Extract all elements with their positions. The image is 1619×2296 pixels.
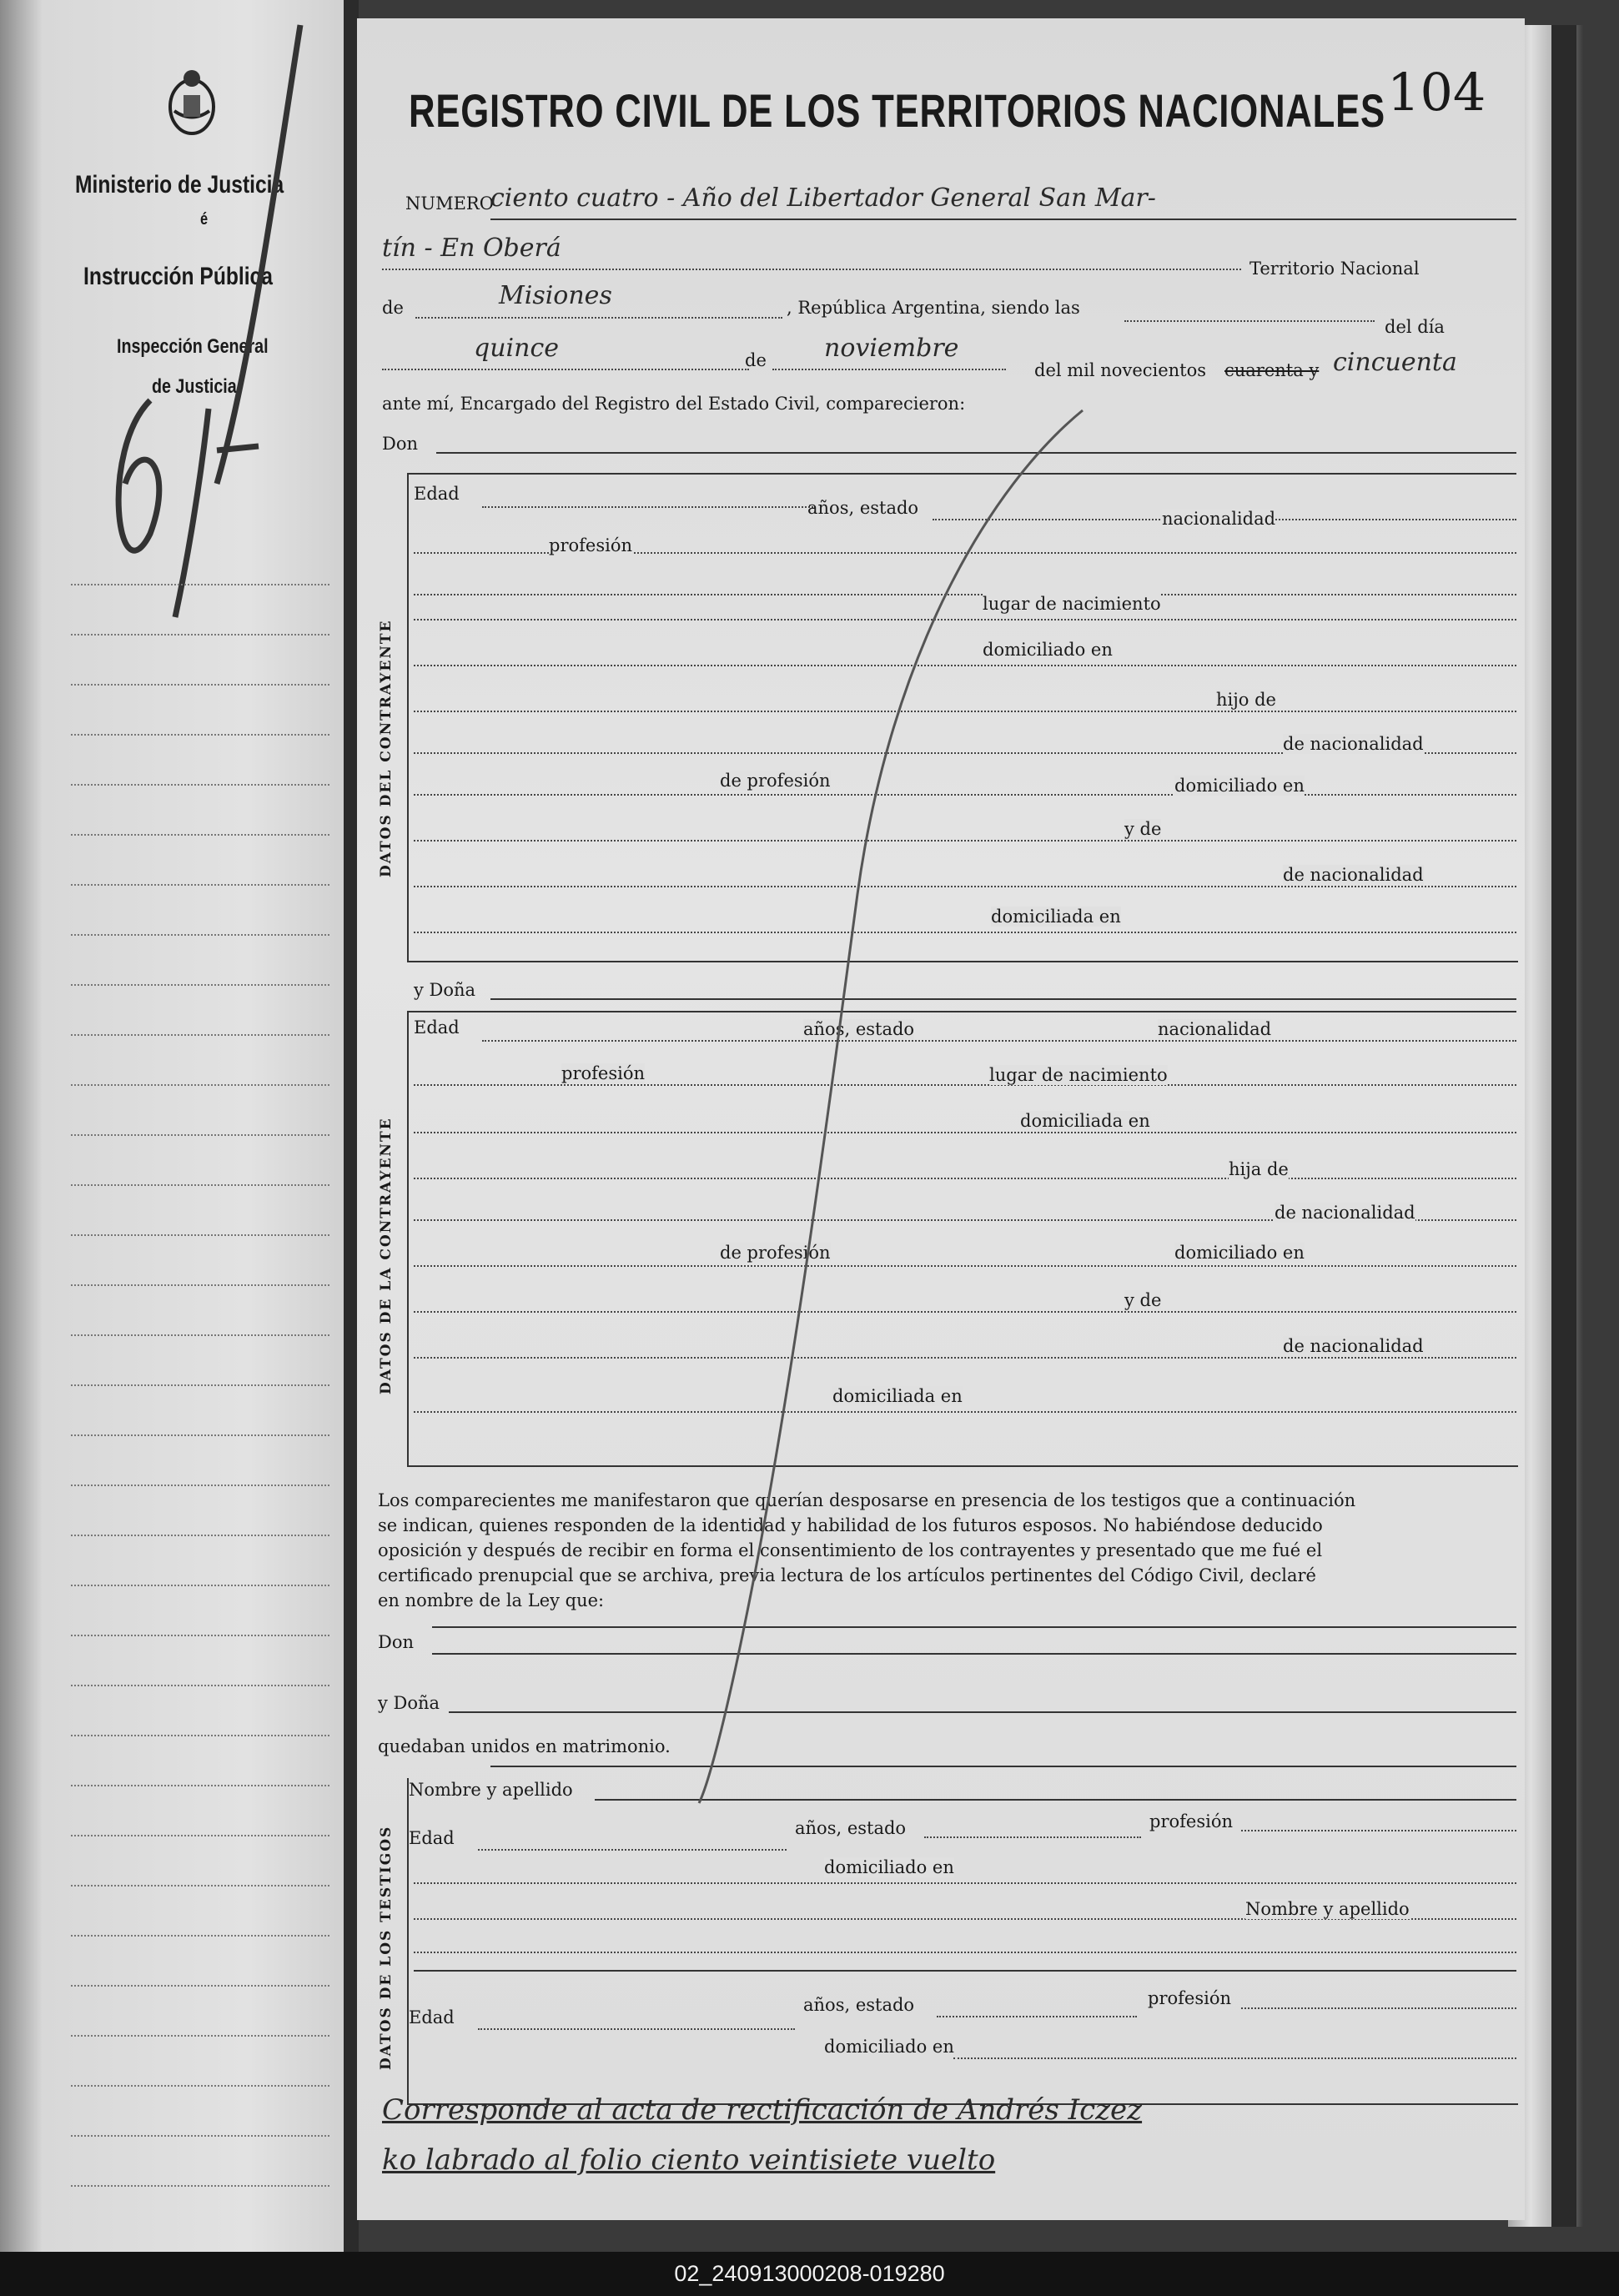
margin-rule	[71, 584, 329, 585]
margin-rule	[71, 1485, 329, 1486]
day-value: quince	[474, 334, 559, 363]
body-line2: se indican, quienes responden de la identidad y habilidad de los futuros esposos. No habiéndose deducido	[378, 1515, 1323, 1535]
form-title: REGISTRO CIVIL DE LOS TERRITORIOS NACIONALES	[409, 84, 1385, 137]
margin-rule	[71, 934, 329, 936]
ministry-line1: Ministerio de Justicia	[75, 171, 284, 198]
margin-rule	[71, 1184, 329, 1186]
del-dia-label: del día	[1385, 317, 1445, 337]
numero-label: NUMERO	[405, 193, 494, 214]
de2-label: de	[745, 350, 767, 370]
civil-registry-form	[357, 18, 1525, 2220]
bride-lugar-nacimiento: lugar de nacimiento	[989, 1065, 1168, 1085]
margin-rule	[71, 1785, 329, 1786]
bride-de-nacionalidad: de nacionalidad	[1275, 1203, 1415, 1223]
margin-rule	[71, 2035, 329, 2037]
image-id-bar	[0, 2252, 1619, 2296]
groom-side-label: DATOS DEL CONTRAYENTE	[378, 619, 395, 877]
page-number: 104	[1387, 62, 1486, 123]
year-label: del mil novecientos	[1034, 360, 1207, 380]
de-label: de	[382, 298, 404, 318]
margin-rule	[71, 1334, 329, 1336]
body-line1: Los comparecientes me manifestaron que querían desposarse en presencia de los testigos que a continuación	[378, 1490, 1356, 1510]
margin-rule	[71, 1735, 329, 1736]
witness-edad2: Edad	[409, 2007, 455, 2027]
ministry-line3: Instrucción Pública	[83, 263, 273, 290]
margin-rule	[71, 1434, 329, 1436]
margin-rule	[71, 734, 329, 736]
bride-de-profesion: de profesión	[720, 1243, 831, 1263]
margin-rule	[71, 1935, 329, 1937]
margin-rule	[71, 1034, 329, 1036]
witness-side-label: DATOS DE LOS TESTIGOS	[378, 1825, 395, 2070]
margin-rule	[71, 1985, 329, 1987]
office-line2: de Justicia	[152, 375, 237, 398]
don-label: Don	[382, 434, 419, 454]
year-value: cincuenta	[1333, 348, 1457, 377]
bride-domiciliado-en: domiciliado en	[1174, 1243, 1305, 1263]
witness-profesion2: profesión	[1148, 1988, 1231, 2008]
witness-edad: Edad	[409, 1828, 455, 1848]
witness-profesion: profesión	[1149, 1811, 1233, 1831]
bride-hija-de: hija de	[1229, 1159, 1289, 1179]
territory-value: Misiones	[499, 281, 612, 310]
body-line3: oposición y después de recibir en forma el consentimiento de los contrayentes y presentado que me fué el	[378, 1540, 1323, 1560]
margin-rule	[71, 1635, 329, 1636]
groom-edad: Edad	[414, 484, 460, 504]
ante-label: ante mí, Encargado del Registro del Estado Civil, comparecieron:	[382, 394, 966, 414]
margin-rule	[71, 1535, 329, 1536]
bride-side-label: DATOS DE LA CONTRAYENTE	[378, 1117, 395, 1394]
bride-domiciliada-en: domiciliada en	[1020, 1111, 1150, 1131]
ministry-line2: é	[200, 210, 209, 229]
groom-de-nacionalidad2: de nacionalidad	[1283, 865, 1424, 885]
margin-rule	[71, 2185, 329, 2187]
margin-rule	[71, 684, 329, 686]
witness-anos-estado2: años, estado	[803, 1995, 915, 2015]
groom-nacionalidad: nacionalidad	[1162, 509, 1276, 529]
bride-profesion: profesión	[561, 1063, 645, 1083]
witness-anos-estado: años, estado	[795, 1818, 907, 1838]
margin-rule	[71, 1234, 329, 1236]
margin-rule	[71, 784, 329, 786]
margin-rule	[71, 1284, 329, 1286]
body-line4: certificado prenupcial que se archiva, previa lectura de los artículos pertinentes del Código Civil, declaré	[378, 1565, 1316, 1585]
bride-edad: Edad	[414, 1017, 460, 1037]
book-cover	[1551, 25, 1576, 2227]
groom-de-nacionalidad: de nacionalidad	[1283, 734, 1424, 754]
body-line5: en nombre de la Ley que:	[378, 1590, 605, 1610]
year-struck: cuarenta y	[1224, 360, 1320, 380]
pencil-stroke	[357, 18, 1525, 2220]
witness-domiciliado-en: domiciliado en	[824, 1857, 954, 1877]
groom-domiciliada-en: domiciliada en	[991, 907, 1121, 927]
margin-rule	[71, 984, 329, 986]
witness-nombre-apellido: Nombre y apellido	[409, 1780, 573, 1800]
margin-rule	[71, 1084, 329, 1086]
office-line1: Inspección General	[117, 335, 269, 358]
groom-y-de: y de	[1124, 819, 1162, 839]
groom-domiciliado-en2: domiciliado en	[1174, 776, 1305, 796]
groom-lugar-nacimiento: lugar de nacimiento	[983, 594, 1161, 614]
margin-rule	[71, 1585, 329, 1586]
groom-hijo-de: hijo de	[1216, 690, 1276, 710]
groom-de-profesion: de profesión	[720, 771, 831, 791]
margin-rule	[71, 884, 329, 886]
body-quedaban: quedaban unidos en matrimonio.	[378, 1736, 671, 1756]
bride-nacionalidad: nacionalidad	[1158, 1019, 1272, 1039]
margin-rule	[71, 1384, 329, 1386]
image-id: 02_240913000208-019280	[674, 2261, 945, 2286]
groom-domiciliado-en: domiciliado en	[983, 640, 1113, 660]
groom-anos-estado: años, estado	[807, 498, 919, 518]
bride-y-de: y de	[1124, 1290, 1162, 1310]
margin-rule	[71, 1835, 329, 1836]
bride-de-nacionalidad2: de nacionalidad	[1283, 1336, 1424, 1356]
left-margin-stub	[0, 0, 354, 2252]
annotation-line1: Corresponde al acta de rectificación de Andrés Iczez	[382, 2093, 1143, 2127]
margin-rule	[71, 1885, 329, 1887]
margin-rule	[71, 1685, 329, 1686]
body-don: Don	[378, 1632, 415, 1652]
margin-rule	[71, 634, 329, 636]
annotation-line2: ko labrado al folio ciento veintisiete vuelto	[382, 2143, 996, 2177]
numero-value: ciento cuatro - Año del Libertador General San Mar-	[490, 183, 1156, 213]
margin-rule	[71, 2085, 329, 2087]
margin-rule	[71, 2135, 329, 2137]
witness-domiciliado-en2: domiciliado en	[824, 2037, 954, 2057]
groom-profesion: profesión	[549, 535, 632, 555]
intro-line2-value: tín - En Oberá	[382, 234, 561, 263]
territorio-label: Territorio Nacional	[1249, 259, 1420, 279]
witness-nombre-apellido2: Nombre y apellido	[1245, 1899, 1410, 1919]
body-y-dona: y Doña	[378, 1693, 440, 1713]
bride-domiciliada-en2: domiciliada en	[832, 1386, 963, 1406]
y-dona-label: y Doña	[414, 980, 476, 1000]
month-value: noviembre	[824, 334, 959, 363]
margin-rule	[71, 1134, 329, 1136]
margin-rule	[71, 834, 329, 836]
bride-anos-estado: años, estado	[803, 1019, 915, 1039]
republica-label: , República Argentina, siendo las	[787, 298, 1080, 318]
